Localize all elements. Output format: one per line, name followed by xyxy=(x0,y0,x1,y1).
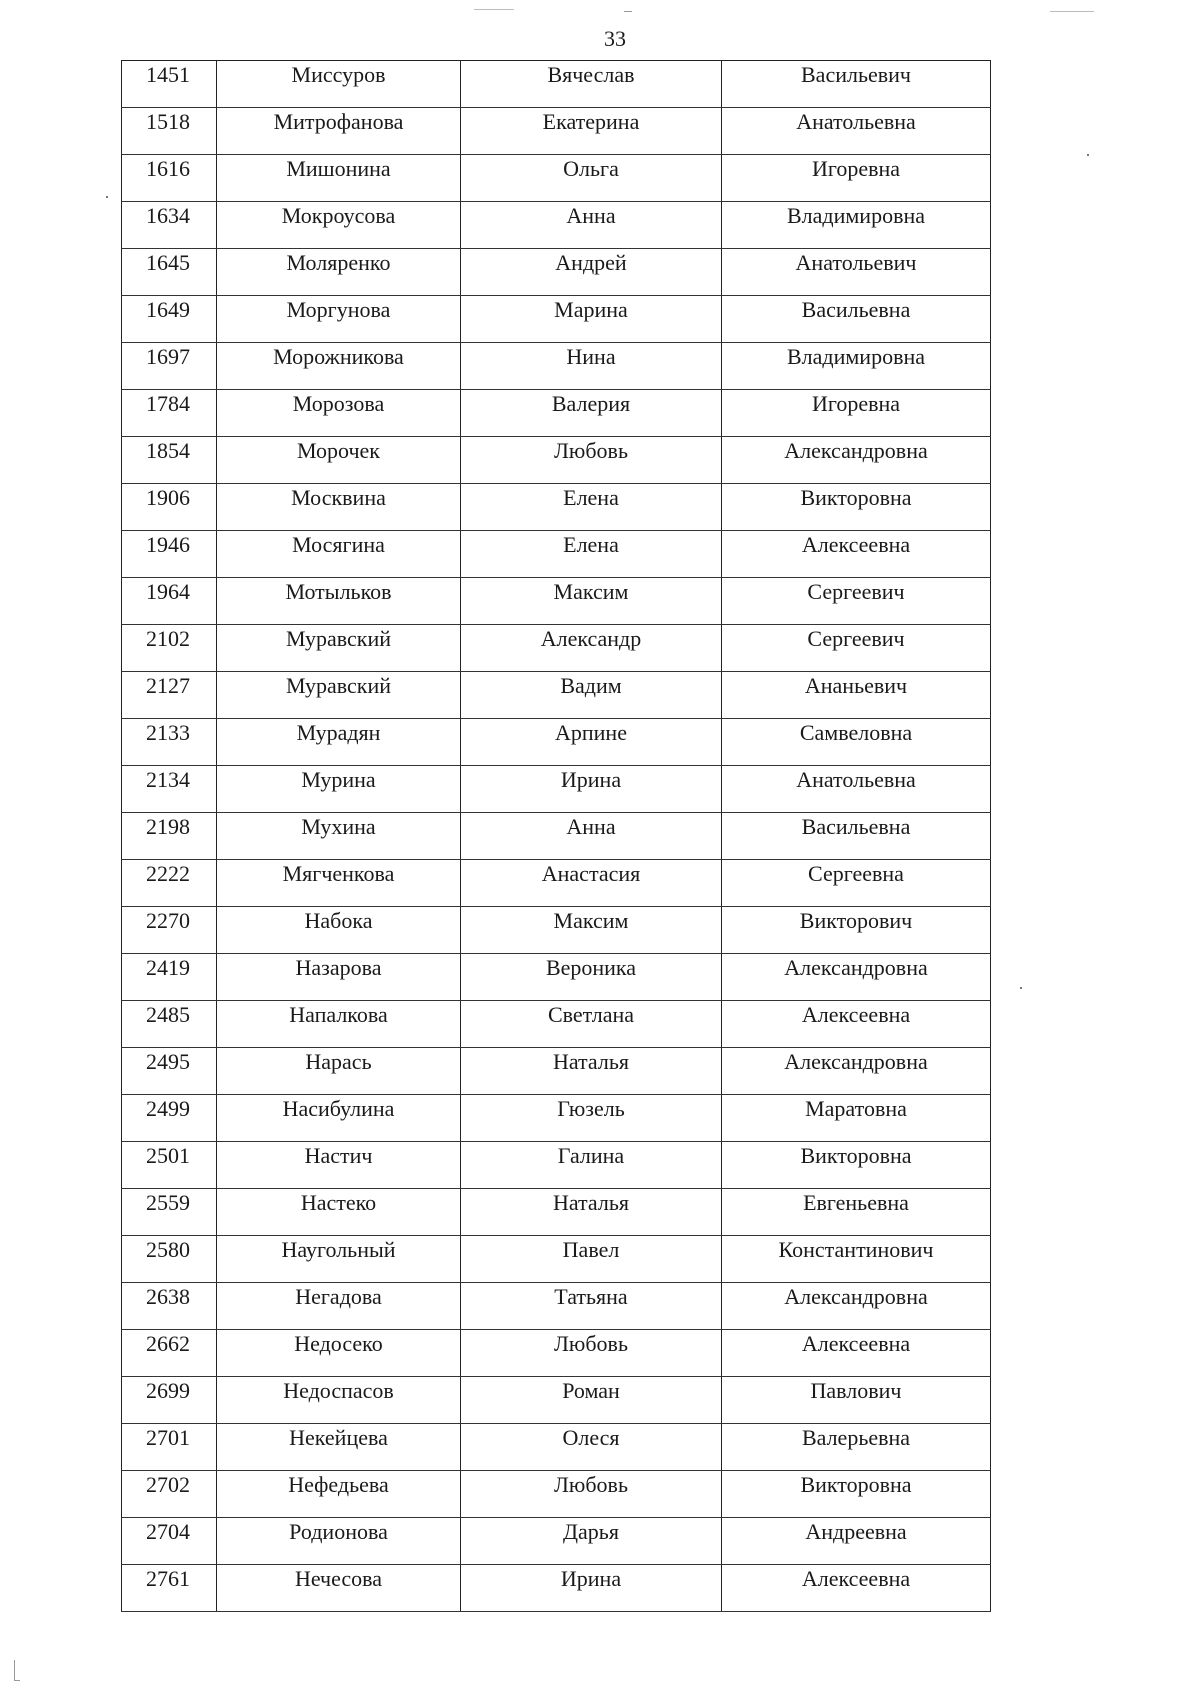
cell-patronymic: Васильевна xyxy=(722,296,991,343)
cell-patronymic: Васильевна xyxy=(722,813,991,860)
cell-first-name: Арпине xyxy=(461,719,722,766)
cell-patronymic: Маратовна xyxy=(722,1095,991,1142)
scan-speck xyxy=(1050,11,1094,12)
cell-patronymic: Александровна xyxy=(722,954,991,1001)
cell-first-name: Любовь xyxy=(461,1471,722,1518)
cell-last-name: Морочек xyxy=(217,437,461,484)
cell-last-name: Негадова xyxy=(217,1283,461,1330)
cell-first-name: Анастасия xyxy=(461,860,722,907)
cell-patronymic: Викторовна xyxy=(722,484,991,531)
cell-number: 1649 xyxy=(122,296,217,343)
scan-speck xyxy=(1087,154,1089,156)
cell-last-name: Мурадян xyxy=(217,719,461,766)
cell-last-name: Недоспасов xyxy=(217,1377,461,1424)
cell-number: 2499 xyxy=(122,1095,217,1142)
cell-last-name: Миссуров xyxy=(217,61,461,108)
cell-last-name: Настич xyxy=(217,1142,461,1189)
cell-last-name: Насибулина xyxy=(217,1095,461,1142)
cell-number: 2222 xyxy=(122,860,217,907)
table-row xyxy=(122,1283,991,1330)
cell-first-name: Вячеслав xyxy=(461,61,722,108)
cell-number: 1518 xyxy=(122,108,217,155)
name-table-body xyxy=(122,61,991,1612)
scan-speck xyxy=(14,1660,15,1680)
cell-first-name: Галина xyxy=(461,1142,722,1189)
cell-first-name: Марина xyxy=(461,296,722,343)
cell-number: 1784 xyxy=(122,390,217,437)
scan-speck xyxy=(474,9,514,10)
table-row xyxy=(122,1189,991,1236)
cell-first-name: Александр xyxy=(461,625,722,672)
cell-first-name: Вадим xyxy=(461,672,722,719)
scan-speck xyxy=(106,196,108,198)
cell-first-name: Анна xyxy=(461,813,722,860)
cell-number: 1616 xyxy=(122,155,217,202)
cell-last-name: Нарась xyxy=(217,1048,461,1095)
cell-patronymic: Александровна xyxy=(722,1283,991,1330)
cell-last-name: Морозова xyxy=(217,390,461,437)
cell-last-name: Некейцева xyxy=(217,1424,461,1471)
cell-patronymic: Владимировна xyxy=(722,343,991,390)
table-row xyxy=(122,484,991,531)
cell-number: 1964 xyxy=(122,578,217,625)
cell-last-name: Наугольный xyxy=(217,1236,461,1283)
cell-first-name: Максим xyxy=(461,907,722,954)
cell-last-name: Напалкова xyxy=(217,1001,461,1048)
cell-number: 2701 xyxy=(122,1424,217,1471)
cell-patronymic: Васильевич xyxy=(722,61,991,108)
cell-patronymic: Евгеньевна xyxy=(722,1189,991,1236)
cell-number: 2559 xyxy=(122,1189,217,1236)
cell-last-name: Недосеко xyxy=(217,1330,461,1377)
cell-number: 1451 xyxy=(122,61,217,108)
cell-last-name: Морожникова xyxy=(217,343,461,390)
cell-number: 2662 xyxy=(122,1330,217,1377)
cell-patronymic: Самвеловна xyxy=(722,719,991,766)
cell-number: 2501 xyxy=(122,1142,217,1189)
cell-number: 2485 xyxy=(122,1001,217,1048)
table-row xyxy=(122,813,991,860)
cell-last-name: Мурина xyxy=(217,766,461,813)
cell-number: 1697 xyxy=(122,343,217,390)
cell-patronymic: Алексеевна xyxy=(722,531,991,578)
scan-speck xyxy=(14,1680,20,1681)
cell-number: 2638 xyxy=(122,1283,217,1330)
table-row xyxy=(122,1424,991,1471)
cell-number: 1634 xyxy=(122,202,217,249)
cell-last-name: Моргунова xyxy=(217,296,461,343)
table-row xyxy=(122,1330,991,1377)
scan-speck xyxy=(1020,987,1022,989)
cell-patronymic: Павлович xyxy=(722,1377,991,1424)
table-row xyxy=(122,954,991,1001)
cell-patronymic: Александровна xyxy=(722,1048,991,1095)
cell-last-name: Москвина xyxy=(217,484,461,531)
scan-speck xyxy=(624,11,632,12)
table-row xyxy=(122,1236,991,1283)
cell-number: 1906 xyxy=(122,484,217,531)
cell-first-name: Светлана xyxy=(461,1001,722,1048)
table-row xyxy=(122,860,991,907)
cell-last-name: Мотыльков xyxy=(217,578,461,625)
cell-first-name: Анна xyxy=(461,202,722,249)
cell-last-name: Мишонина xyxy=(217,155,461,202)
cell-number: 1645 xyxy=(122,249,217,296)
cell-first-name: Гюзель xyxy=(461,1095,722,1142)
cell-first-name: Ольга xyxy=(461,155,722,202)
cell-patronymic: Александровна xyxy=(722,437,991,484)
table-row xyxy=(122,719,991,766)
cell-number: 2127 xyxy=(122,672,217,719)
cell-number: 2133 xyxy=(122,719,217,766)
table-row xyxy=(122,437,991,484)
cell-last-name: Мокроусова xyxy=(217,202,461,249)
cell-number: 2270 xyxy=(122,907,217,954)
cell-number: 1946 xyxy=(122,531,217,578)
table-row xyxy=(122,155,991,202)
cell-first-name: Валерия xyxy=(461,390,722,437)
cell-patronymic: Викторович xyxy=(722,907,991,954)
cell-patronymic: Анатольевна xyxy=(722,108,991,155)
cell-last-name: Митрофанова xyxy=(217,108,461,155)
table-row xyxy=(122,907,991,954)
cell-last-name: Нефедьева xyxy=(217,1471,461,1518)
cell-number: 1854 xyxy=(122,437,217,484)
cell-first-name: Елена xyxy=(461,484,722,531)
table-row xyxy=(122,1377,991,1424)
name-table xyxy=(121,60,991,1612)
table-row xyxy=(122,1471,991,1518)
table-row xyxy=(122,578,991,625)
table-row xyxy=(122,1518,991,1565)
cell-patronymic: Алексеевна xyxy=(722,1001,991,1048)
cell-last-name: Назарова xyxy=(217,954,461,1001)
cell-last-name: Набока xyxy=(217,907,461,954)
cell-first-name: Наталья xyxy=(461,1048,722,1095)
table-row xyxy=(122,1142,991,1189)
cell-patronymic: Викторовна xyxy=(722,1142,991,1189)
cell-last-name: Муравский xyxy=(217,672,461,719)
cell-first-name: Ирина xyxy=(461,766,722,813)
table-row xyxy=(122,625,991,672)
cell-first-name: Роман xyxy=(461,1377,722,1424)
cell-patronymic: Ананьевич xyxy=(722,672,991,719)
cell-patronymic: Андреевна xyxy=(722,1518,991,1565)
cell-first-name: Ирина xyxy=(461,1565,722,1612)
cell-number: 2495 xyxy=(122,1048,217,1095)
table-row xyxy=(122,1001,991,1048)
cell-first-name: Любовь xyxy=(461,1330,722,1377)
cell-first-name: Любовь xyxy=(461,437,722,484)
cell-number: 2702 xyxy=(122,1471,217,1518)
cell-first-name: Дарья xyxy=(461,1518,722,1565)
cell-first-name: Нина xyxy=(461,343,722,390)
cell-first-name: Татьяна xyxy=(461,1283,722,1330)
cell-patronymic: Сергеевич xyxy=(722,578,991,625)
cell-patronymic: Алексеевна xyxy=(722,1330,991,1377)
cell-number: 2419 xyxy=(122,954,217,1001)
cell-number: 2699 xyxy=(122,1377,217,1424)
table-row xyxy=(122,1565,991,1612)
cell-patronymic: Анатольевна xyxy=(722,766,991,813)
cell-last-name: Настеко xyxy=(217,1189,461,1236)
cell-patronymic: Игоревна xyxy=(722,390,991,437)
table-row xyxy=(122,672,991,719)
cell-last-name: Нечесова xyxy=(217,1565,461,1612)
table-row xyxy=(122,1048,991,1095)
cell-first-name: Вероника xyxy=(461,954,722,1001)
cell-patronymic: Сергеевич xyxy=(722,625,991,672)
cell-first-name: Павел xyxy=(461,1236,722,1283)
cell-patronymic: Викторовна xyxy=(722,1471,991,1518)
cell-last-name: Мягченкова xyxy=(217,860,461,907)
table-row xyxy=(122,1095,991,1142)
table-row xyxy=(122,202,991,249)
table-row xyxy=(122,296,991,343)
cell-patronymic: Игоревна xyxy=(722,155,991,202)
cell-number: 2198 xyxy=(122,813,217,860)
cell-number: 2102 xyxy=(122,625,217,672)
table-row xyxy=(122,249,991,296)
cell-last-name: Мосягина xyxy=(217,531,461,578)
cell-last-name: Моляренко xyxy=(217,249,461,296)
cell-number: 2704 xyxy=(122,1518,217,1565)
cell-first-name: Наталья xyxy=(461,1189,722,1236)
cell-first-name: Екатерина xyxy=(461,108,722,155)
table-row xyxy=(122,766,991,813)
cell-number: 2134 xyxy=(122,766,217,813)
cell-patronymic: Владимировна xyxy=(722,202,991,249)
cell-first-name: Андрей xyxy=(461,249,722,296)
cell-patronymic: Константинович xyxy=(722,1236,991,1283)
table-row xyxy=(122,61,991,108)
cell-patronymic: Алексеевна xyxy=(722,1565,991,1612)
page-number: 33 xyxy=(604,26,626,51)
table-row xyxy=(122,390,991,437)
cell-first-name: Максим xyxy=(461,578,722,625)
cell-patronymic: Сергеевна xyxy=(722,860,991,907)
cell-patronymic: Валерьевна xyxy=(722,1424,991,1471)
cell-first-name: Елена xyxy=(461,531,722,578)
table-row xyxy=(122,108,991,155)
cell-number: 2580 xyxy=(122,1236,217,1283)
cell-patronymic: Анатольевич xyxy=(722,249,991,296)
cell-last-name: Родионова xyxy=(217,1518,461,1565)
cell-last-name: Мухина xyxy=(217,813,461,860)
cell-first-name: Олеся xyxy=(461,1424,722,1471)
cell-number: 2761 xyxy=(122,1565,217,1612)
cell-last-name: Муравский xyxy=(217,625,461,672)
table-row xyxy=(122,531,991,578)
table-row xyxy=(122,343,991,390)
